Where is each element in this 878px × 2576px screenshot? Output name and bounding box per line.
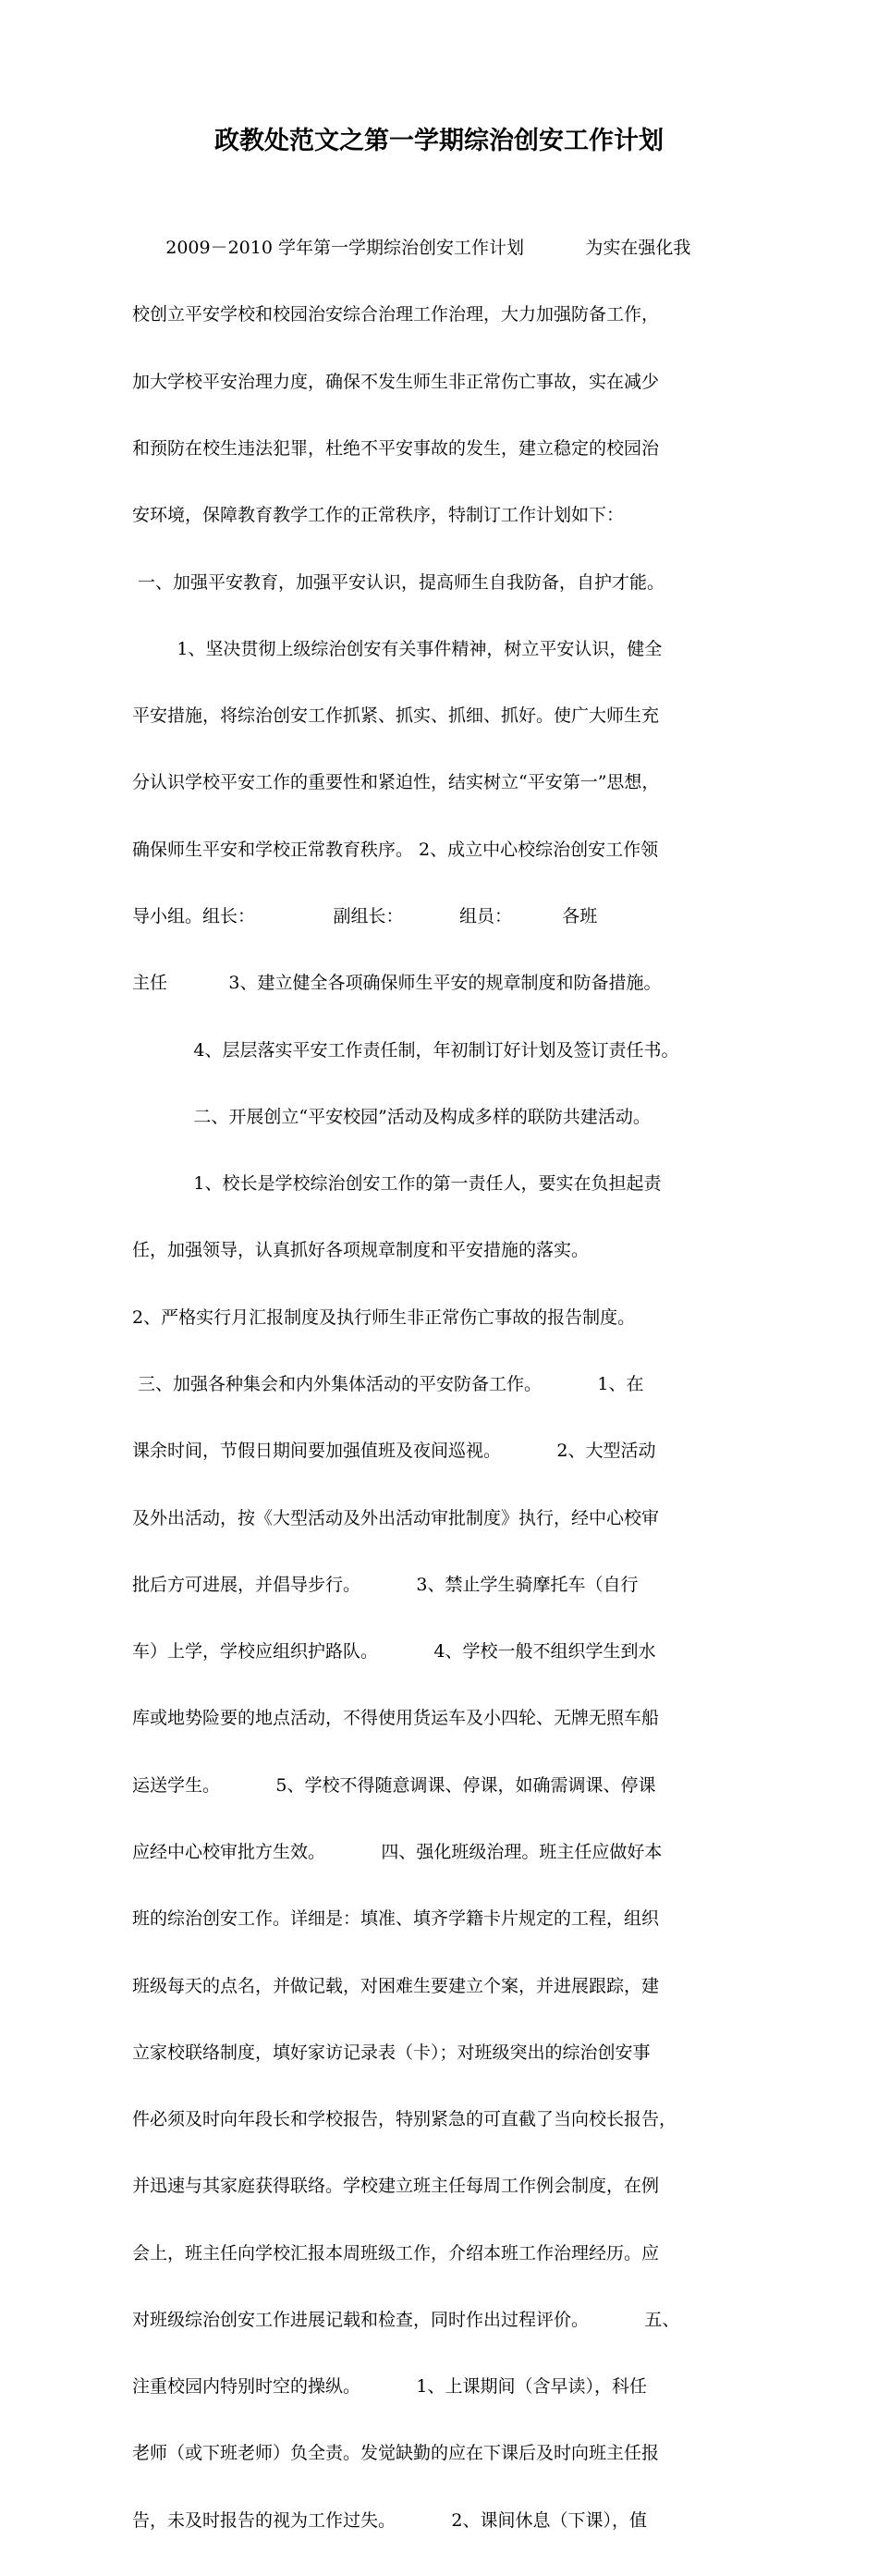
body-line: 确保师生平安和学校正常教育秩序。 2、成立中心校综治创安工作领 xyxy=(132,839,659,860)
body-line: 任，加强领导，认真抓好各项规章制度和平安措施的落实。 xyxy=(132,1240,590,1261)
document-body xyxy=(132,192,770,2576)
body-line: 1、坚决贯彻上级综治创安有关事件精神，树立平安认识，健全 xyxy=(132,638,663,659)
body-line: 2009－2010 学年第一学期综治创安工作计划 为实在强化我 xyxy=(132,238,691,259)
body-line: 对班级综治创安工作进展记载和检查，同时作出过程评价。 五、 xyxy=(132,2309,680,2330)
body-line: 导小组。组长： 副组长： 组员： 各班 xyxy=(132,906,598,926)
body-line: 运送学生。 5、学校不得随意调课、停课，如确需调课、停课 xyxy=(132,1774,656,1796)
body-line: 立家校联络制度，填好家访记录表（卡）；对班级突出的综治创安事 xyxy=(132,2042,651,2063)
body-line: 班级每天的点名，并做记载，对困难生要建立个案，并进展跟踪，建 xyxy=(132,1975,660,1996)
body-line: 1、校长是学校综治创安工作的第一责任人，要实在负担起责 xyxy=(132,1173,662,1195)
body-line: 校创立平安学校和校园治安综合治理工作治理，大力加强防备工作， xyxy=(132,304,660,325)
body-line: 告，未及时报告的视为工作过失。 2、课间休息（下课），值 xyxy=(132,2509,647,2531)
body-line: 会上，班主任向学校汇报本周班级工作，介绍本班工作治理经历。应 xyxy=(132,2242,660,2263)
body-line: 老师（或下班老师）负全责。发觉缺勤的应在下课后及时向班主任报 xyxy=(132,2443,660,2464)
body-line: 及外出活动，按《大型活动及外出活动审批制度》执行，经中心校审 xyxy=(132,1507,660,1528)
body-line: 应经中心校审批方生效。 四、强化班级治理。班主任应做好本 xyxy=(132,1841,663,1862)
body-line: 批后方可进展，并倡导步行。 3、禁止学生骑摩托车（自行 xyxy=(132,1574,639,1595)
body-line: 安环境，保障教育教学工作的正常秩序，特制订工作计划如下： xyxy=(132,505,625,526)
body-line: 并迅速与其家庭获得联络。学校建立班主任每周工作例会制度，在例 xyxy=(132,2176,660,2197)
body-line: 主任 3、建立健全各项确保师生平安的规章制度和防备措施。 xyxy=(132,973,662,994)
body-line: 库或地势险要的地点活动，不得使用货运车及小四轮、无牌无照车船 xyxy=(132,1708,660,1729)
body-line: 加大学校平安治理力度，确保不发生师生非正常伤亡事故，实在减少 xyxy=(132,371,660,392)
body-line: 件必须及时向年段长和学校报告，特别紧急的可直截了当向校长报告， xyxy=(132,2109,677,2130)
body-line: 2、严格实行月汇报制度及执行师生非正常伤亡事故的报告制度。 xyxy=(132,1306,636,1328)
body-line: 班的综治创安工作。详细是：填准、填齐学籍卡片规定的工程，组织 xyxy=(132,1908,660,1930)
body-line: 4、层层落实平安工作责任制，年初制订好计划及签订责任书。 xyxy=(132,1039,679,1061)
body-line: 分认识学校平安工作的重要性和紧迫性，结实树立“平安第一”思想， xyxy=(132,772,660,793)
body-line: 注重校园内特别时空的操纵。 1、上课期间（含早读），科任 xyxy=(132,2376,647,2398)
body-line: 和预防在校生违法犯罪，杜绝不平安事故的发生，建立稳定的校园治 xyxy=(132,438,660,460)
document-title: 政教处范文之第一学期综治创安工作计划 xyxy=(214,127,664,155)
body-line: 二、开展创立“平安校园”活动及构成多样的联防共建活动。 xyxy=(132,1106,651,1127)
body-line: 一、加强平安教育，加强平安认识，提高师生自我防备，自护才能。 xyxy=(132,571,665,593)
body-line: 课余时间，节假日期间要加强值班及夜间巡视。 2、大型活动 xyxy=(132,1441,656,1462)
body-line: 三、加强各种集会和内外集体活动的平安防备工作。 1、在 xyxy=(132,1373,644,1394)
body-line: 平安措施，将综治创安工作抓紧、抓实、抓细、抓好。使广大师生充 xyxy=(132,705,660,727)
body-line: 车）上学，学校应组织护路队。 4、学校一般不组织学生到水 xyxy=(132,1641,656,1662)
